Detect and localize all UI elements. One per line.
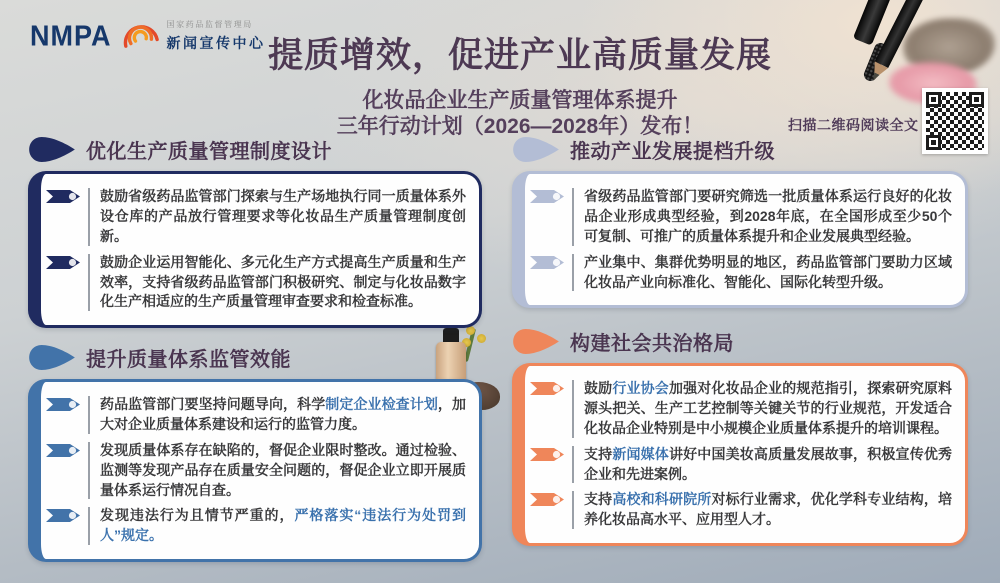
bullet-item bbox=[530, 445, 952, 485]
bullet-text: 支持新闻媒体讲好中国美妆高质量发展故事，积极宣传优秀企业和先进案例。 bbox=[584, 445, 953, 482]
bullet-text: 发现质量体系存在缺陷的，督促企业限时整改。通过检验、监测等发现产品存在质量安全问题的，督促企业立即开展质量体系运行情况自查。 bbox=[100, 441, 466, 498]
leaf-icon bbox=[28, 344, 76, 371]
section-title: 构建社会共治格局 bbox=[570, 332, 734, 355]
section-industry-upgrade bbox=[512, 134, 968, 308]
section-content-box bbox=[512, 363, 968, 546]
logo-org-line2: 新闻宣传中心 bbox=[166, 35, 266, 51]
leaf-icon bbox=[28, 136, 76, 163]
bullet-item bbox=[46, 253, 466, 313]
bullet-item bbox=[530, 187, 952, 247]
arrow-bullet-icon bbox=[46, 256, 80, 269]
nmpa-arcs-icon bbox=[120, 16, 160, 56]
arrow-bullet-icon bbox=[530, 256, 564, 269]
header-title-block bbox=[235, 28, 805, 141]
arrow-bullet-icon bbox=[46, 444, 80, 457]
section-title: 提升质量体系监管效能 bbox=[86, 348, 291, 371]
bullet-item bbox=[46, 441, 466, 501]
qr-caption: 扫描二维码阅读全文 bbox=[788, 117, 919, 133]
arrow-bullet-icon bbox=[46, 509, 80, 522]
bullet-text: 产业集中、集群优势明显的地区，药品监管部门要助力区域化妆品产业向标准化、智能化、国际化转型升级。 bbox=[584, 253, 952, 290]
arrow-bullet-icon bbox=[530, 448, 564, 461]
section-title: 优化生产质量管理制度设计 bbox=[86, 140, 332, 163]
bullet-item bbox=[46, 506, 466, 546]
section-social-governance bbox=[512, 326, 968, 546]
arrow-bullet-icon bbox=[530, 190, 564, 203]
page-subtitle bbox=[235, 88, 805, 141]
bullet-text: 鼓励省级药品监管部门探索与生产场地执行同一质量体系外设仓库的产品放行管理要求等化妆品生产质量管理制度创新。 bbox=[100, 188, 466, 244]
section-content-box bbox=[512, 171, 968, 308]
bullet-item bbox=[46, 187, 466, 247]
arrow-bullet-icon bbox=[530, 493, 564, 506]
bullet-item bbox=[530, 490, 952, 530]
bullet-text: 鼓励企业运用智能化、多元化生产方式提高生产质量和生产效率，支持省级药品监管部门积极研究、制定与化妆品数字化生产相适应的生产质量管理审查要求和检查标准。 bbox=[100, 253, 466, 310]
subtitle-line1: 化妆品企业生产质量管理体系提升 bbox=[362, 89, 678, 112]
bullet-item bbox=[530, 253, 952, 293]
bullet-text: 发现违法行为且情节严重的，严格落实“违法行为处罚到人”规定。 bbox=[100, 507, 467, 544]
nmpa-logo bbox=[30, 16, 266, 56]
leaf-icon bbox=[512, 328, 560, 355]
section-title: 推动产业发展提档升级 bbox=[570, 140, 775, 163]
section-optimize-production-system bbox=[28, 134, 482, 328]
section-improve-supervision bbox=[28, 342, 482, 562]
bullet-item bbox=[530, 379, 952, 439]
arrow-bullet-icon bbox=[46, 190, 80, 203]
bullet-item bbox=[46, 395, 466, 435]
subtitle-line2: 三年行动计划（2026—2028年）发布！ bbox=[336, 115, 704, 139]
bullet-text: 省级药品监管部门要研究筛选一批质量体系运行良好的化妆品企业形成典型经验，到2028年底，在全国形成至少50个可复制、可推广的质量体系提升和企业发展典型经验。 bbox=[584, 188, 952, 244]
leaf-icon bbox=[512, 136, 560, 163]
section-content-box bbox=[28, 171, 482, 328]
bullet-text: 鼓励行业协会加强对化妆品企业的规范指引，探索研究原料源头把关、生产工艺控制等关键关节的行业规范，开发适合化妆品企业特别是中小规模企业质量体系提升的培训课程。 bbox=[584, 380, 953, 436]
arrow-bullet-icon bbox=[530, 382, 564, 395]
bullet-text: 支持高校和科研院所对标行业需求，优化学科专业结构，培养化妆品高水平、应用型人才。 bbox=[584, 491, 953, 528]
nmpa-acronym: NMPA bbox=[30, 19, 112, 52]
section-content-box bbox=[28, 379, 482, 562]
bullet-text: 药品监管部门要坚持问题导向，科学制定企业检查计划，加大对企业质量体系建设和运行的监管力度。 bbox=[100, 396, 467, 432]
page-title: 提质增效，促进产业高质量发展 bbox=[267, 36, 772, 75]
logo-org-line1: 国家药品监督管理局 bbox=[166, 20, 253, 29]
arrow-bullet-icon bbox=[46, 398, 80, 411]
